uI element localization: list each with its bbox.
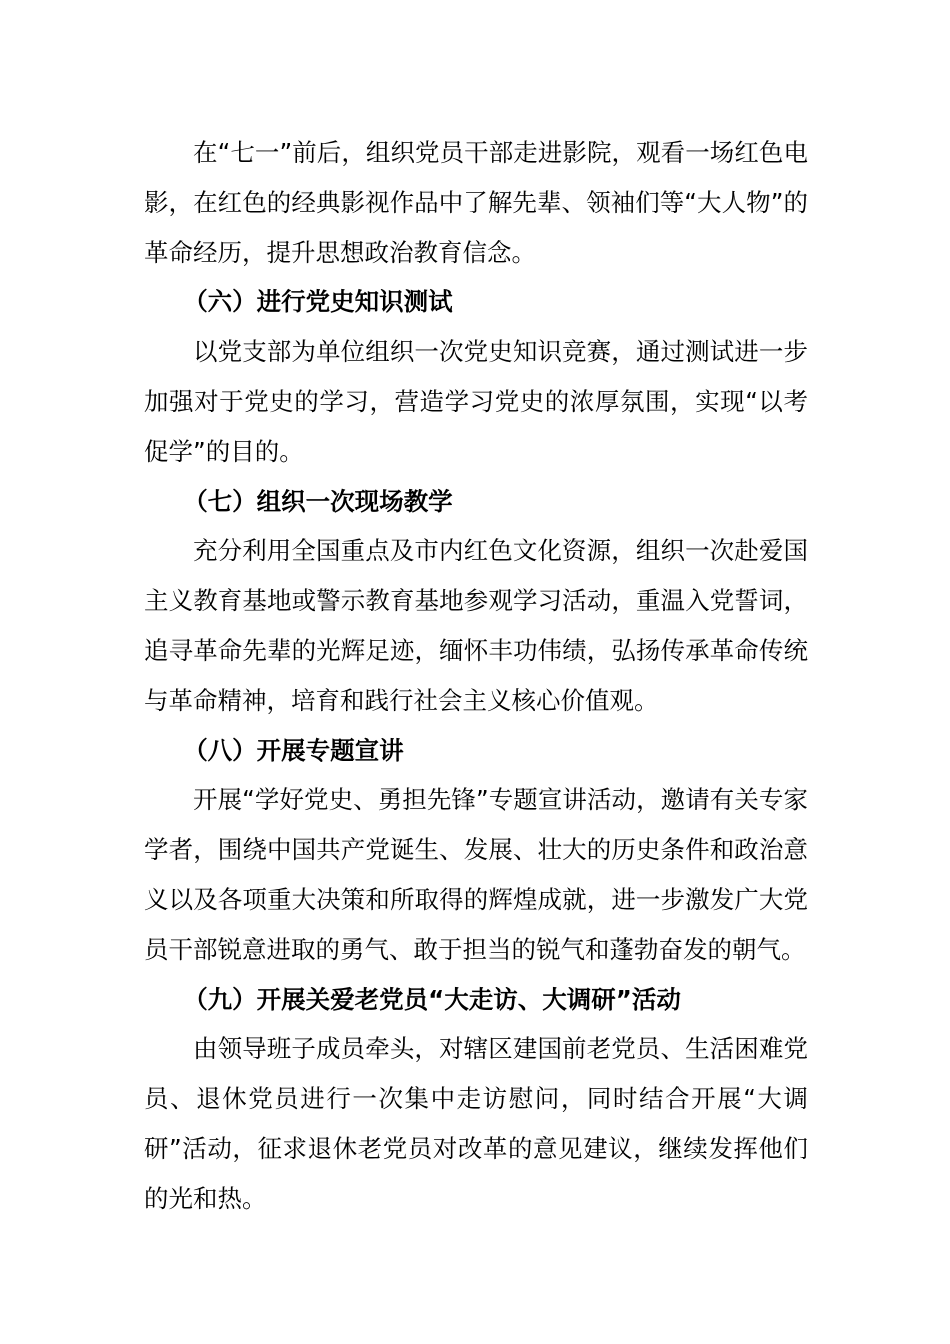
heading-special-lecture: （八）开展专题宣讲 [183,735,404,765]
paragraph-lecture-activity: 开展“学好党史、勇担先锋”专题宣讲活动，邀请有关专家学者，围绕中国共产党诞生、发展、壮大的历史条件和政治意义以及各项重大决策和所取得的辉煌成就，进一步激发广大党员干部锐意进取的勇气、敢于担当的锐气和蓬勃奋发的朝气。 [144,785,808,964]
document-body [144,128,808,1224]
heading-party-history-test: （六）进行党史知识测试 [183,287,453,317]
heading-onsite-teaching: （七）组织一次现场教学 [183,486,453,516]
heading-veteran-care-visit: （九）开展关爱老党员“大走访、大调研”活动 [183,984,681,1014]
paragraph-veteran-visit: 由领导班子成员牵头，对辖区建国前老党员、生活困难党员、退休党员进行一次集中走访慰问，同时结合开展“大调研”活动，征求退休老党员对改革的意见建议，继续发挥他们的光和热。 [144,1034,808,1213]
paragraph-education-base-visit: 充分利用全国重点及市内红色文化资源，组织一次赴爱国主义教育基地或警示教育基地参观学习活动，重温入党誓词，追寻革命先辈的光辉足迹，缅怀丰功伟绩，弘扬传承革命传统与革命精神，培育和践行社会主义核心价值观。 [144,536,808,715]
paragraph-red-movie: 在“七一”前后，组织党员干部走进影院，观看一场红色电影，在红色的经典影视作品中了解先辈、领袖们等“大人物”的革命经历，提升思想政治教育信念。 [144,138,808,267]
paragraph-knowledge-contest: 以党支部为单位组织一次党史知识竞赛，通过测试进一步加强对于党史的学习，营造学习党史的浓厚氛围，实现“以考促学”的目的。 [144,337,808,466]
